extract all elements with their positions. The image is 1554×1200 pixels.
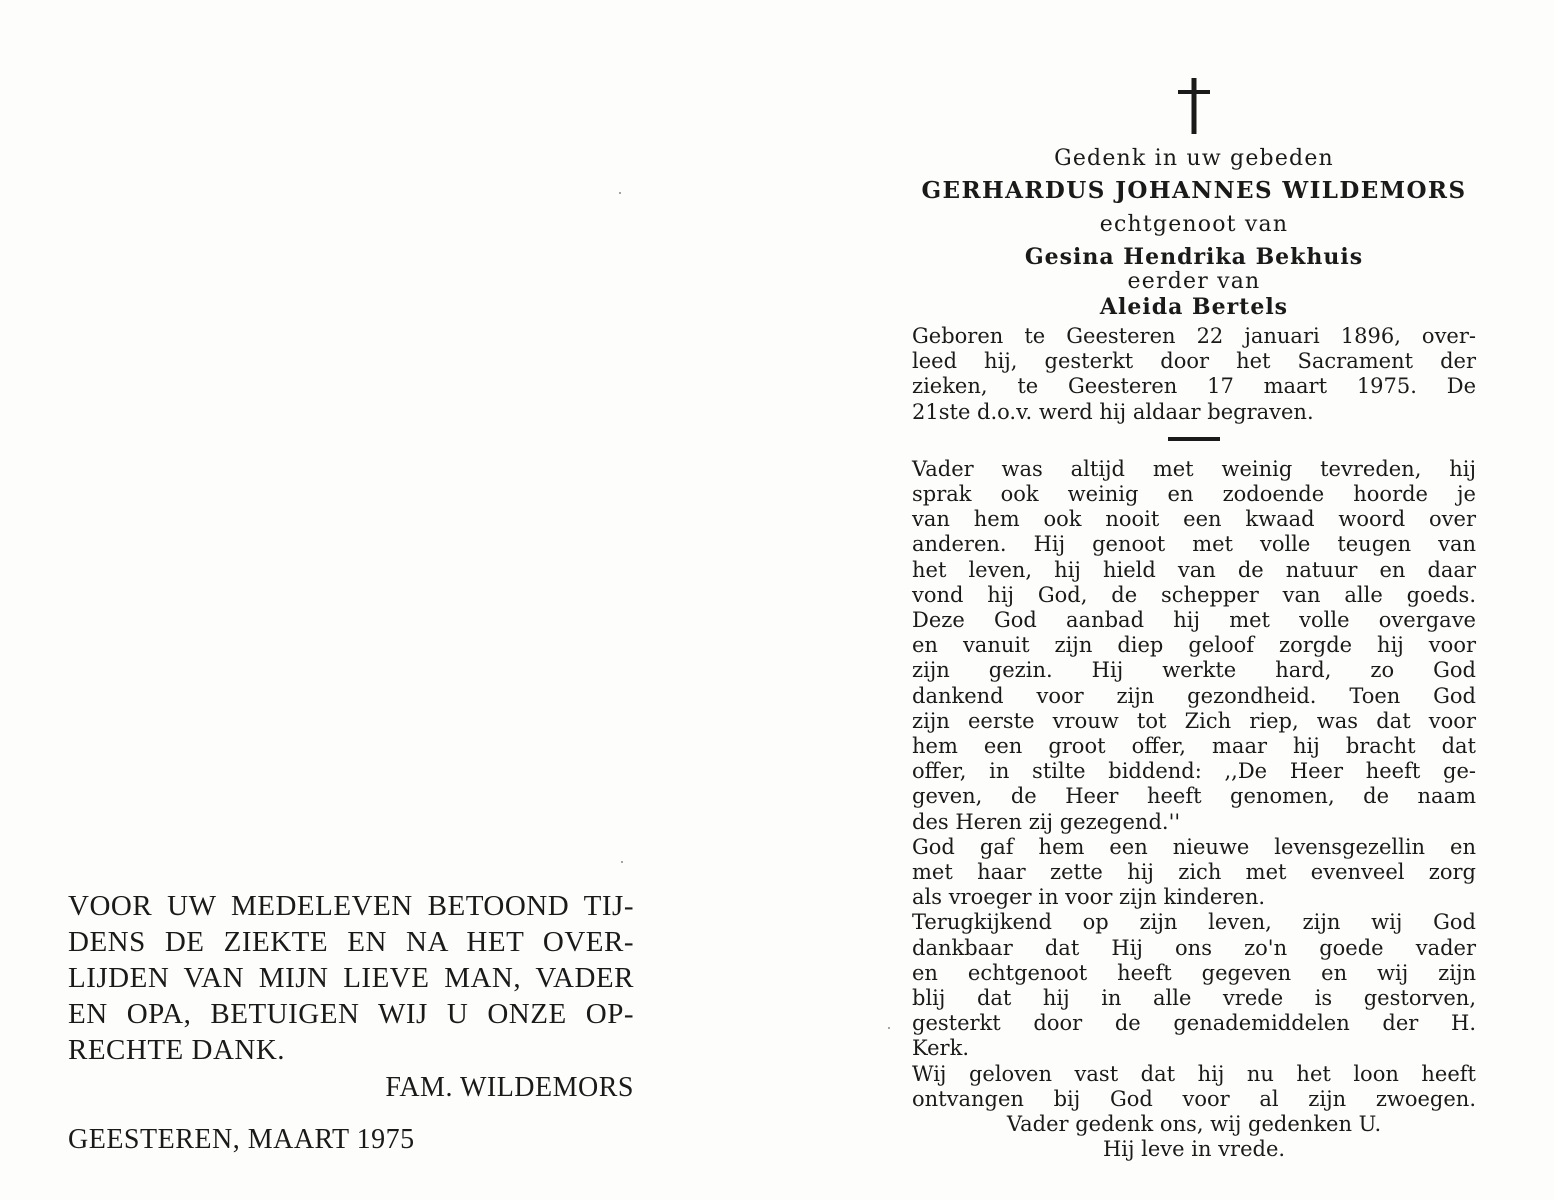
former-spouse-name: Aleida Bertels [1099,294,1289,320]
memorial-line: gesterkt door de genademiddelen der H. [912,1011,1476,1036]
memorial-line: Terugkijkend op zijn leven, zijn wij God [912,910,1476,935]
memorial-line: geven, de Heer heeft genomen, de naam [912,784,1476,809]
memorial-line: met haar zette hij zich met evenveel zorg [912,860,1476,885]
thank-you-note [68,888,634,1104]
memorial-line: zijn gezin. Hij werkte hard, zo God [912,658,1476,683]
scan-speck [621,861,623,863]
biography-line: Geboren te Geesteren 22 januari 1896, over- [912,324,1476,348]
thank-you-line: VOOR UW MEDELEVEN BETOOND TIJ- [68,890,634,922]
memorial-line: Vader gedenk ons, wij gedenken U. [1006,1112,1382,1137]
memorial-text [912,457,1476,1163]
former-spouse-label: eerder van [1127,269,1261,294]
memorial-line: Wij geloven vast dat hij nu het loon heeft [912,1061,1476,1086]
biography-line: zieken, te Geesteren 17 maart 1975. De [912,374,1476,399]
memorial-line: sprak ook weinig en zodoende hoorde je [912,482,1476,507]
family-signature: FAM. WILDEMORS [385,1072,634,1103]
thank-you-line: DENS DE ZIEKTE EN NA HET OVER- [68,926,634,958]
memorial-line: van hem ook nooit een kwaad woord over [912,507,1476,532]
memorial-line: Deze God aanbad hij met volle overgave [912,608,1476,633]
memorial-line: zijn eerste vrouw tot Zich riep, was dat voor [912,708,1476,733]
thank-you-line: RECHTE DANK. [68,1034,286,1066]
memorial-line: anderen. Hij genoot met volle teugen van [912,532,1476,557]
memorial-line: vond hij God, de schepper van alle goeds. [912,582,1476,607]
memorial-line: en echtgenoot heeft gegeven en wij zijn [912,960,1476,985]
thank-you-line: EN OPA, BETUIGEN WIJ U ONZE OP- [68,998,634,1030]
prayer-heading: Gedenk in uw gebeden [1054,146,1334,171]
spouse-label: echtgenoot van [1099,212,1289,237]
scan-speck [619,192,621,194]
biography-line: leed hij, gesterkt door het Sacrament der [912,349,1476,374]
thank-you-line: LIJDEN VAN MIJN LIEVE MAN, VADER [68,962,634,994]
biography-line: 21ste d.o.v. werd hij aldaar begraven. [912,399,1314,424]
thank-you-text [68,888,634,1068]
memorial-line: offer, in stilte biddend: ,,De Heer heeft ge- [912,759,1476,784]
deceased-name: GERHARDUS JOHANNES WILDEMORS [921,177,1467,204]
memorial-line: ontvangen bij God voor al zijn zwoegen. [912,1086,1476,1111]
memorial-line: dankbaar dat Hij ons zo'n goede vader [912,935,1476,960]
spouse-name: Gesina Hendrika Bekhuis [1024,244,1364,270]
memorial-line: en vanuit zijn diep geloof zorgde hij voor [912,633,1476,658]
prayer-card [912,76,1476,1163]
memorial-line: dankend voor zijn gezondheid. Toen God [912,683,1476,708]
memorial-line: blij dat hij in alle vrede is gestorven, [912,986,1476,1011]
memorial-line: Vader was altijd met weinig tevreden, hij [912,456,1476,481]
divider [1168,437,1220,441]
memorial-line: als vroeger in voor zijn kinderen. [912,885,1266,910]
place-and-date: GEESTEREN, MAART 1975 [68,1124,415,1155]
biography [912,324,1476,425]
scan-speck [888,1027,890,1029]
latin-cross-icon [1174,76,1214,136]
memorial-line: het leven, hij hield van de natuur en daar [912,557,1476,582]
memorial-line: hem een groot offer, maar hij bracht dat [912,734,1476,759]
memorial-line: Kerk. [912,1036,969,1061]
memorial-line: God gaf hem een nieuwe levensgezellin en [912,834,1476,859]
closing-line: Hij leve in vrede. [1102,1137,1286,1162]
memorial-line: des Heren zij gezegend.'' [912,809,1181,834]
